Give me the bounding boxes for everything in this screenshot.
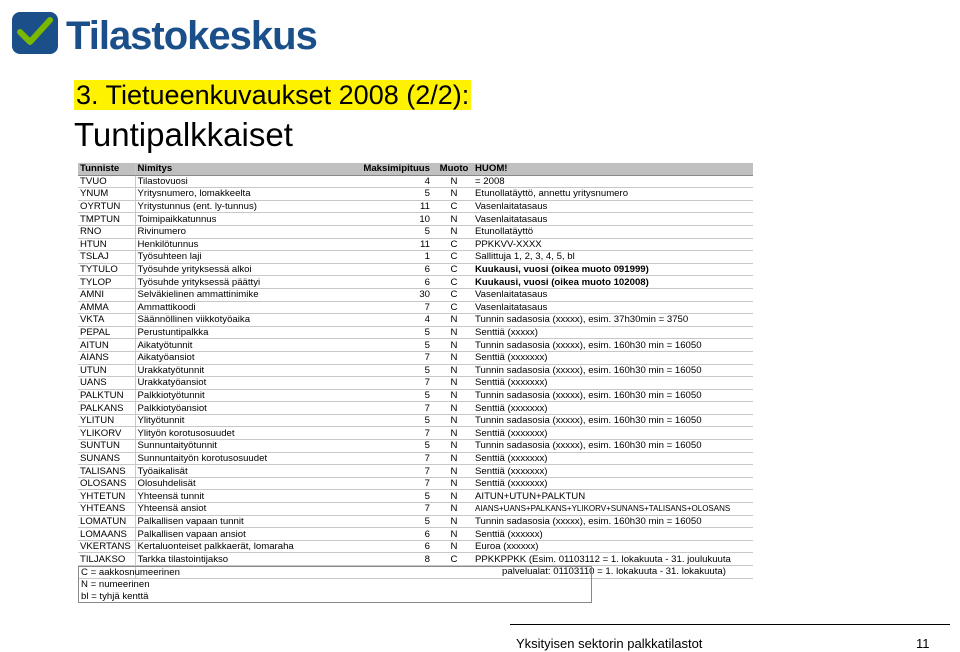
table-cell: Senttiä (xxxxxxx) — [473, 377, 753, 390]
table-cell: YNUM — [78, 188, 135, 201]
legend-item: N = numeerinen — [81, 578, 150, 590]
table-cell: Sunnuntaityötunnit — [135, 440, 303, 453]
table-cell: 4 — [303, 314, 433, 327]
table-cell: Tunnin sadasosia (xxxxx), esim. 160h30 min = 16050 — [473, 440, 753, 453]
table-cell: Sunnuntaityön korotusosuudet — [135, 452, 303, 465]
table-cell: Tarkka tilastointijakso — [135, 553, 303, 566]
table-cell: 5 — [303, 490, 433, 503]
table-cell: AMMA — [78, 301, 135, 314]
table-row — [78, 225, 753, 238]
table-cell: UANS — [78, 377, 135, 390]
table-cell: N — [433, 515, 473, 528]
table-cell: Senttiä (xxxxxx) — [473, 528, 753, 541]
table-cell: 5 — [303, 389, 433, 402]
table-cell: 7 — [303, 351, 433, 364]
table-cell: N — [433, 377, 473, 390]
table-cell: Palkkiotyöansiot — [135, 402, 303, 415]
table-cell: Ylityötunnit — [135, 414, 303, 427]
column-header: Tunniste — [78, 163, 135, 175]
column-header: Nimitys — [135, 163, 303, 175]
table-cell: Senttiä (xxxxx) — [473, 326, 753, 339]
table-cell: UTUN — [78, 364, 135, 377]
table-row — [78, 477, 753, 490]
table-cell: 6 — [303, 276, 433, 289]
table-cell: N — [433, 389, 473, 402]
table-cell: N — [433, 427, 473, 440]
page-number: 11 — [916, 636, 930, 651]
column-header: Maksimipituus — [303, 163, 433, 175]
table-cell: 7 — [303, 452, 433, 465]
table-cell: 4 — [303, 175, 433, 188]
table-cell: Yritystunnus (ent. ly-tunnus) — [135, 200, 303, 213]
table-cell: AIANS — [78, 351, 135, 364]
table-cell: Senttiä (xxxxxxx) — [473, 427, 753, 440]
table-cell: Vasenlaitatasaus — [473, 301, 753, 314]
table-cell: RNO — [78, 225, 135, 238]
table-cell: AITUN — [78, 339, 135, 352]
legend-box — [78, 566, 592, 603]
table-cell: Senttiä (xxxxxxx) — [473, 465, 753, 478]
table-cell: Toimipaikkatunnus — [135, 213, 303, 226]
table-row — [78, 276, 753, 289]
table-cell: OLOSANS — [78, 477, 135, 490]
table-cell: N — [433, 452, 473, 465]
table-row — [78, 414, 753, 427]
table-cell: YLIKORV — [78, 427, 135, 440]
column-header: Muoto — [433, 163, 473, 175]
table-cell: 7 — [303, 377, 433, 390]
table-cell: 7 — [303, 301, 433, 314]
table-cell: Sallittuja 1, 2, 3, 4, 5, bl — [473, 251, 753, 264]
table-cell: N — [433, 364, 473, 377]
table-cell: AMNI — [78, 288, 135, 301]
table-cell: Yritysnumero, lomakkeelta — [135, 188, 303, 201]
table-cell: Tunnin sadasosia (xxxxx), esim. 160h30 min = 16050 — [473, 389, 753, 402]
table-cell: N — [433, 477, 473, 490]
table-row — [78, 175, 753, 188]
table-cell: PPKKPPKK (Esim. 01103112 = 1. lokakuuta - 31. joulukuuta — [473, 553, 753, 566]
table-row — [78, 351, 753, 364]
slide-title — [74, 80, 471, 111]
table-cell: Senttiä (xxxxxxx) — [473, 452, 753, 465]
table-cell: PALKTUN — [78, 389, 135, 402]
table-cell: Urakkatyötunnit — [135, 364, 303, 377]
table-cell: Aikatyöansiot — [135, 351, 303, 364]
column-header: HUOM! — [473, 163, 753, 175]
table-cell: Urakkatyöansiot — [135, 377, 303, 390]
slide-subtitle: Tuntipalkkaiset — [74, 116, 293, 153]
slide-title-text: 3. Tietueenkuvaukset 2008 (2/2): — [76, 80, 470, 110]
table-cell: 7 — [303, 503, 433, 516]
table-cell: SUNANS — [78, 452, 135, 465]
table-cell: N — [433, 326, 473, 339]
table-cell: Palkallisen vapaan tunnit — [135, 515, 303, 528]
legend-item: bl = tyhjä kenttä — [81, 590, 149, 602]
table-cell: 11 — [303, 200, 433, 213]
table-cell: 30 — [303, 288, 433, 301]
table-cell: N — [433, 339, 473, 352]
table-cell: VKERTANS — [78, 540, 135, 553]
table-cell: N — [433, 528, 473, 541]
table-cell: N — [433, 540, 473, 553]
table-row — [78, 301, 753, 314]
table-cell: C — [433, 301, 473, 314]
table-cell: TSLAJ — [78, 251, 135, 264]
table-cell: Työsuhteen laji — [135, 251, 303, 264]
table-cell: Kuukausi, vuosi (oikea muoto 091999) — [473, 263, 753, 276]
table-cell: = 2008 — [473, 175, 753, 188]
table-cell: N — [433, 440, 473, 453]
table-cell: 5 — [303, 188, 433, 201]
footer-divider — [510, 624, 950, 625]
table-cell: SUNTUN — [78, 440, 135, 453]
table-cell: OYRTUN — [78, 200, 135, 213]
table-cell: N — [433, 414, 473, 427]
table-row — [78, 251, 753, 264]
table-cell: 7 — [303, 477, 433, 490]
logo-text: Tilastokeskus — [66, 14, 317, 58]
table-row — [78, 364, 753, 377]
legend-item: C = aakkosnumeerinen — [81, 567, 180, 578]
table-cell: Aikatyötunnit — [135, 339, 303, 352]
table-row — [78, 377, 753, 390]
table-cell: C — [433, 288, 473, 301]
table-cell: Euroa (xxxxxx) — [473, 540, 753, 553]
table-cell: TILJAKSO — [78, 553, 135, 566]
table-row — [78, 200, 753, 213]
table-cell: Olosuhdelisät — [135, 477, 303, 490]
table-cell: 1 — [303, 251, 433, 264]
table-cell: TALISANS — [78, 465, 135, 478]
table-cell: 10 — [303, 213, 433, 226]
table-cell: Rivinumero — [135, 225, 303, 238]
table-cell: N — [433, 225, 473, 238]
table-cell: TMPTUN — [78, 213, 135, 226]
table-cell: N — [433, 490, 473, 503]
table-cell: 6 — [303, 528, 433, 541]
table-cell: TYLOP — [78, 276, 135, 289]
table-cell: 7 — [303, 427, 433, 440]
table-row — [78, 389, 753, 402]
table-cell: Tunnin sadasosia (xxxxx), esim. 160h30 min = 16050 — [473, 364, 753, 377]
table-cell: 5 — [303, 414, 433, 427]
table-row — [78, 503, 753, 516]
table-row — [78, 213, 753, 226]
table-cell: Työsuhde yrityksessä päättyi — [135, 276, 303, 289]
table-row — [78, 490, 753, 503]
table-cell: Kertaluonteiset palkkaerät, lomaraha — [135, 540, 303, 553]
table-cell: N — [433, 314, 473, 327]
table-cell: AITUN+UTUN+PALKTUN — [473, 490, 753, 503]
table-cell: N — [433, 175, 473, 188]
table-cell: Palkallisen vapaan ansiot — [135, 528, 303, 541]
table-row — [78, 515, 753, 528]
table-cell: Senttiä (xxxxxxx) — [473, 477, 753, 490]
table-cell: Vasenlaitatasaus — [473, 288, 753, 301]
table-cell: 7 — [303, 402, 433, 415]
table-row — [78, 339, 753, 352]
table-cell: VKTA — [78, 314, 135, 327]
table-cell: Tunnin sadasosia (xxxxx), esim. 160h30 min = 16050 — [473, 339, 753, 352]
table-cell: N — [433, 351, 473, 364]
table-row — [78, 427, 753, 440]
table-cell: Tunnin sadasosia (xxxxx), esim. 37h30min = 3750 — [473, 314, 753, 327]
table-header-row — [78, 163, 753, 175]
table-row — [78, 402, 753, 415]
table-cell: Tunnin sadasosia (xxxxx), esim. 160h30 min = 16050 — [473, 414, 753, 427]
table-cell: 6 — [303, 263, 433, 276]
table-cell: YHTETUN — [78, 490, 135, 503]
table-cell: YHTEANS — [78, 503, 135, 516]
table-cell: Senttiä (xxxxxxx) — [473, 402, 753, 415]
table-cell: 5 — [303, 515, 433, 528]
table-cell: Yhteensä ansiot — [135, 503, 303, 516]
table-cell: N — [433, 188, 473, 201]
table-cell: C — [433, 251, 473, 264]
table-cell: Palkkiotyötunnit — [135, 389, 303, 402]
table-cell: 11 — [303, 238, 433, 251]
table-cell: Etunollatäyttö — [473, 225, 753, 238]
table-cell: Selväkielinen ammattinimike — [135, 288, 303, 301]
table-cell: Kuukausi, vuosi (oikea muoto 102008) — [473, 276, 753, 289]
table-cell: Henkilötunnus — [135, 238, 303, 251]
table-cell: 5 — [303, 364, 433, 377]
table-cell: Perustuntipalkka — [135, 326, 303, 339]
table-row — [78, 452, 753, 465]
record-description-table — [78, 163, 753, 579]
table-cell: TYTULO — [78, 263, 135, 276]
table-cell: N — [433, 213, 473, 226]
table-cell: Työsuhde yrityksessä alkoi — [135, 263, 303, 276]
table-row — [78, 326, 753, 339]
table-cell: 5 — [303, 440, 433, 453]
table-cell: Vasenlaitatasaus — [473, 213, 753, 226]
table-row — [78, 314, 753, 327]
table-row — [78, 465, 753, 478]
table-cell: N — [433, 465, 473, 478]
table-cell: N — [433, 503, 473, 516]
table-cell: palvelualat: 01103110 = 1. lokakuuta - 31. lokakuuta) — [473, 566, 753, 579]
table-cell: C — [433, 238, 473, 251]
table-cell: Työaikalisät — [135, 465, 303, 478]
table-cell: Säännöllinen viikkotyöaika — [135, 314, 303, 327]
table-cell: 7 — [303, 465, 433, 478]
logo — [8, 6, 317, 58]
table-row — [78, 528, 753, 541]
table-row — [78, 440, 753, 453]
table-cell: C — [433, 200, 473, 213]
table-row — [78, 263, 753, 276]
table-cell: LOMAANS — [78, 528, 135, 541]
footer-text: Yksityisen sektorin palkkatilastot — [516, 636, 703, 651]
table-cell: Yhteensä tunnit — [135, 490, 303, 503]
table-cell: C — [433, 276, 473, 289]
table-cell: 5 — [303, 339, 433, 352]
table-cell: TVUO — [78, 175, 135, 188]
table-cell: Senttiä (xxxxxxx) — [473, 351, 753, 364]
table-cell: Tilastovuosi — [135, 175, 303, 188]
table-cell: YLITUN — [78, 414, 135, 427]
table-row — [78, 238, 753, 251]
table-cell: Ammattikoodi — [135, 301, 303, 314]
table-cell: 6 — [303, 540, 433, 553]
table-cell: C — [433, 263, 473, 276]
table-cell: PALKANS — [78, 402, 135, 415]
table-cell: PEPAL — [78, 326, 135, 339]
table-cell: HTUN — [78, 238, 135, 251]
table-cell: PPKKVV-XXXX — [473, 238, 753, 251]
table-cell: 5 — [303, 326, 433, 339]
table-row — [78, 540, 753, 553]
table-row — [78, 553, 753, 566]
table-cell: Ylityön korotusosuudet — [135, 427, 303, 440]
table-cell: C — [433, 553, 473, 566]
logo-mark-icon — [8, 6, 64, 58]
table-cell: 5 — [303, 225, 433, 238]
table-cell: 8 — [303, 553, 433, 566]
table-cell: N — [433, 402, 473, 415]
table-cell: Etunollatäyttö, annettu yritysnumero — [473, 188, 753, 201]
table-cell: Vasenlaitatasaus — [473, 200, 753, 213]
table-cell: Tunnin sadasosia (xxxxx), esim. 160h30 min = 16050 — [473, 515, 753, 528]
table-row — [78, 188, 753, 201]
table-row — [78, 288, 753, 301]
table-cell: LOMATUN — [78, 515, 135, 528]
table-cell: AIANS+UANS+PALKANS+YLIKORV+SUNANS+TALISANS+OLOSANS — [473, 503, 753, 516]
